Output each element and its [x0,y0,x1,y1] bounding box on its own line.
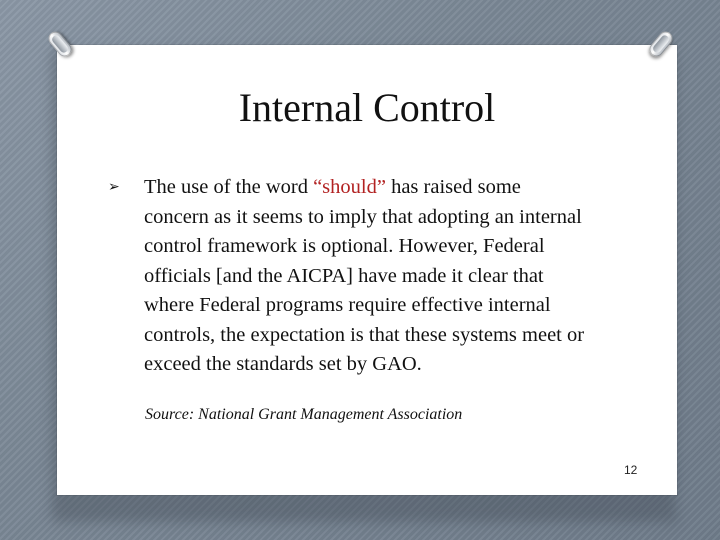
source-citation: Source: National Grant Management Association [145,406,463,423]
bullet-text [108,173,588,380]
bullet-rest: has raised some concern as it seems to imply that adopting an internal control framework is optional. However, Federal officials [and the AICPA] have made it clear that where Federal programs require effective internal controls, the expectation is that these systems meet or exceed the standards set by GAO. [144,176,585,375]
bullet-item [108,173,588,380]
arrow-bullet-icon: ➢ [108,179,120,195]
highlighted-word: “should” [313,176,386,198]
bullet-lead: The use of the word [144,176,314,198]
slide-title: Internal Control [238,85,496,130]
page-number: 12 [624,463,638,477]
